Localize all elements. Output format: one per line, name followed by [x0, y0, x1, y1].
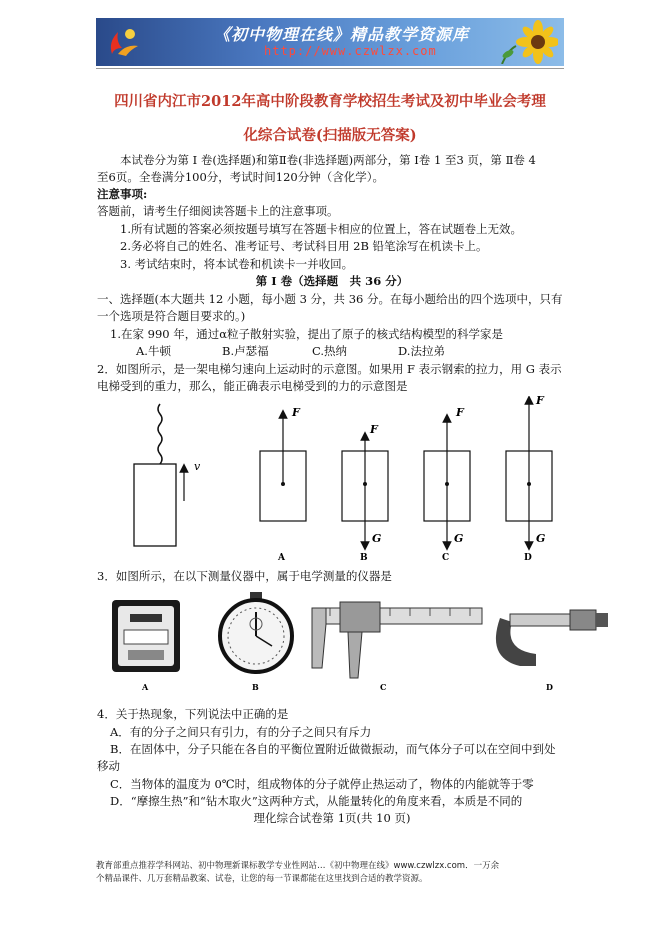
q3-label-d: D [546, 682, 553, 692]
intro-line1: 本试卷分为第 I 卷(选择题)和第Ⅱ卷(非选择题)两部分，第 I卷 1 至3 页，第 Ⅱ卷 4 [120, 153, 536, 167]
elevator-diagram [134, 404, 201, 546]
q2-label-d: D [524, 553, 532, 563]
q2-stem-line1: 2．如图所示，是一架电梯匀速向上运动时的示意图。如果用 F 表示钢索的拉力，用 G 表示 [97, 362, 562, 376]
section-title: 第 I 卷（选择题 共 36 分） [255, 274, 409, 288]
doc-title-line1: 四川省内江市2012年高中阶段教育学校招生考试及初中毕业会考理 [114, 93, 546, 110]
page-number: 理化综合试卷第 1页(共 10 页) [253, 811, 411, 825]
site-banner [96, 18, 564, 66]
q1-option-b: B.卢瑟福 [222, 344, 269, 358]
footer-line2: 个精品课件、几万套精品教案、试卷，让您的每一节课都能在这里找到合适的教学资源。 [96, 874, 428, 884]
force-f-label-c: F [456, 406, 464, 419]
q4-option-b-line2: 移动 [97, 759, 120, 773]
q4-option-b-line1: B．在固体中，分子只能在各自的平衡位置附近做微振动，而气体分子可以在空间中到处 [110, 742, 556, 756]
q1-option-c: C.热纳 [312, 344, 348, 358]
site-url[interactable]: http://www.czwlzx.com [264, 44, 437, 58]
q3-stem: 3．如图所示，在以下测量仪器中，属于电学测量的仪器是 [97, 569, 392, 583]
doc-title-line2: 化综合试卷(扫描版无答案) [243, 127, 417, 144]
q3-label-c: C [380, 682, 387, 692]
q2-option-b-diagram [342, 423, 388, 563]
vernier-caliper-icon [312, 602, 482, 692]
site-title: 《初中物理在线》精品教学资源库 [214, 25, 470, 44]
site-logo-icon [104, 24, 142, 60]
q4-option-d: D．“摩擦生热”和“钻木取火”这两种方式，从能量转化的角度来看，本质是不同的 [110, 794, 523, 808]
q1-option-a: A.牛顿 [136, 344, 171, 358]
intro-line2: 至6页。全卷满分100分，考试时间120分钟（含化学）。 [97, 170, 384, 184]
q3-label-b: B [252, 682, 259, 692]
force-g-label-b: G [372, 532, 382, 545]
force-f-label-a: F [292, 406, 300, 419]
q4-option-a: A．有的分子之间只有引力，有的分子之间只有斥力 [110, 725, 372, 739]
q2-label-c: C [442, 553, 450, 563]
q4-option-c: C．当物体的温度为 0℃时，组成物体的分子就停止热运动了，物体的内能就等于零 [110, 777, 534, 791]
q2-figure [120, 396, 560, 566]
section-desc-line2: 一个选项是符合题目要求的。) [97, 309, 246, 323]
notice-item-3: 3. 考试结束时，将本试卷和机读卡一并收回。 [120, 257, 354, 271]
q2-label-a: A [278, 553, 285, 563]
force-g-label-c: G [454, 532, 464, 545]
notice-item-1: 1.所有试题的答案必须按题号填写在答题卡相应的位置上，答在试题卷上无效。 [120, 222, 522, 236]
q2-label-b: B [360, 553, 368, 563]
velocity-label: v [194, 460, 201, 473]
q1-option-d: D.法拉弟 [398, 344, 445, 358]
section-desc-line1: 一、选择题(本大题共 12 小题，每小题 3 分，共 36 分。在每小题给出的四个选项中，只有 [97, 292, 563, 306]
force-f-label-b: F [370, 423, 378, 436]
q1-stem: 1.在家 990 年，通过α粒子散射实验，提出了原子的核式结构模型的科学家是 [110, 327, 503, 341]
sunflower-icon [498, 20, 558, 64]
force-g-label-d: G [536, 532, 546, 545]
notice-line0: 答题前，请考生仔细阅读答题卡上的注意事项。 [97, 204, 339, 218]
notice-heading: 注意事项: [97, 187, 148, 201]
notice-item-2: 2.务必将自己的姓名、准考证号、考试科目用 2B 铅笔涂写在机读卡上。 [120, 239, 488, 253]
q2-option-d-diagram [506, 396, 552, 563]
header-rule [96, 68, 564, 69]
force-f-label-d: F [536, 396, 544, 407]
q2-stem-line2: 电梯受到的重力，那么，能正确表示电梯受到的力的示意图是 [97, 379, 408, 393]
footer-line1: 教育部重点推荐学科网站、初中物理新课标教学专业性网站…《初中物理在线》www.czwlzx.com．一万余 [96, 861, 500, 871]
q2-option-a-diagram [260, 406, 306, 563]
micrometer-icon [496, 610, 608, 692]
q4-stem: 4．关于热现象，下列说法中正确的是 [97, 707, 289, 721]
stopwatch-icon [220, 592, 292, 692]
electric-meter-icon [112, 600, 180, 692]
q2-option-c-diagram [424, 406, 470, 563]
q3-figure [100, 588, 620, 698]
q3-label-a: A [142, 682, 149, 692]
